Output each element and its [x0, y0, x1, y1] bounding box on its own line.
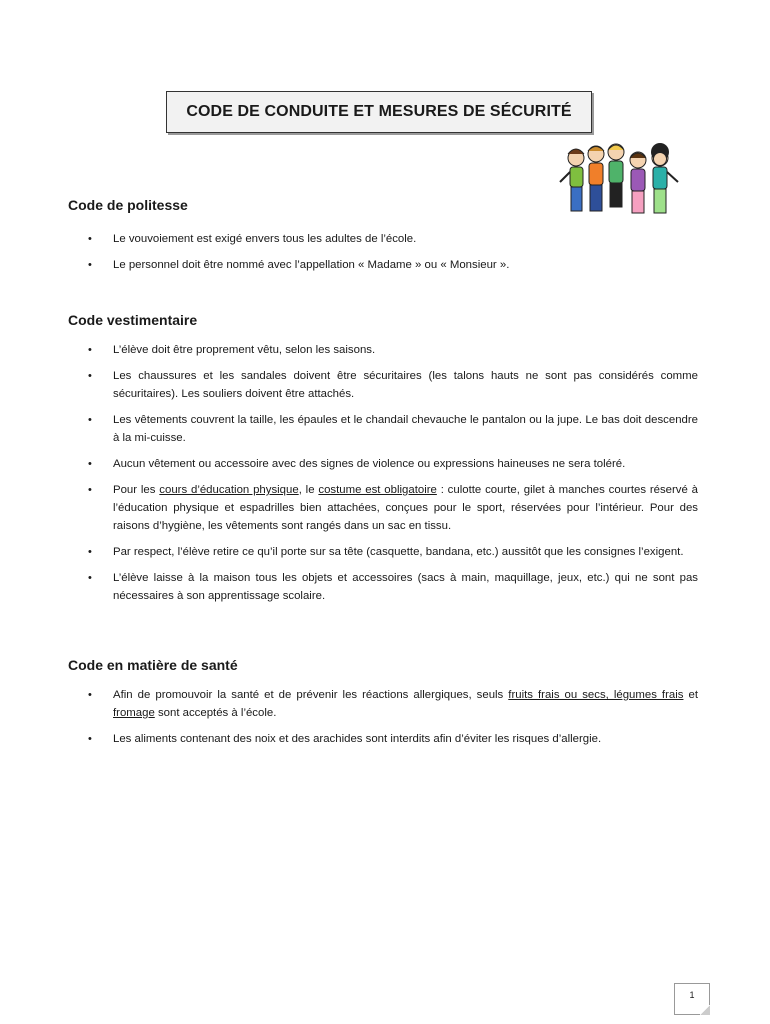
section-code-vestimentaire — [68, 312, 698, 613]
underlined-text: fromage — [113, 707, 155, 719]
text-run: , le — [298, 484, 319, 496]
underlined-text: fruits frais ou secs, légumes frais — [508, 689, 684, 701]
text-run: : culotte courte, gilet à manches courtes réservé à l’éducation physique et espadrilles bien attachées, conçues pour le sport, réservées pour l’intérieur. Pour des raisons d’hygiène, les vêtements sont rangés dans un sac en tissu. — [113, 484, 699, 532]
list-item — [68, 686, 698, 722]
section-heading: Code en matière de santé — [68, 657, 238, 673]
list-item: • Le personnel doit être nommé avec l’appellation « Madame » ou « Monsieur ». — [68, 256, 698, 274]
text-run: Pour les — [113, 484, 160, 496]
list-item: • L’élève doit être proprement vêtu, selon les saisons. — [68, 341, 698, 359]
bullet-list — [68, 686, 698, 748]
list-item: • Les aliments contenant des noix et des arachides sont interdits afin d’éviter les risques d’allergie. — [68, 730, 698, 748]
list-item: • Les chaussures et les sandales doivent être sécuritaires (les talons hauts ne sont pas considérés comme sécuritaires). Les souliers doivent être attachés. — [68, 367, 698, 403]
list-item — [68, 481, 698, 535]
list-item: • Par respect, l’élève retire ce qu’il porte sur sa tête (casquette, bandana, etc.) aussitôt que les consignes l’exigent. — [68, 543, 698, 561]
underlined-text: cours d’éducation physique — [159, 484, 299, 496]
text-run: sont acceptés à l’école. — [154, 707, 277, 719]
underlined-text: costume est obligatoire — [318, 484, 437, 496]
section-code-de-politesse — [68, 197, 698, 282]
list-item: • L’élève laisse à la maison tous les objets et accessoires (sacs à main, maquillage, jeux, etc.) qui ne sont pas nécessaires à son apprentissage scolaire. — [68, 569, 698, 605]
section-code-en-matiere-de-sante — [68, 657, 698, 756]
text-run: et — [683, 689, 698, 701]
list-item: • Le vouvoiement est exigé envers tous les adultes de l’école. — [68, 230, 698, 248]
list-item: • Les vêtements couvrent la taille, les épaules et le chandail chevauche le pantalon ou la jupe. Le bas doit descendre à la mi-cuisse. — [68, 411, 698, 447]
text-run: Afin de promouvoir la santé et de prévenir les réactions allergiques, seuls — [113, 689, 509, 701]
page-number: 1 — [674, 983, 710, 1015]
section-heading: Code vestimentaire — [68, 312, 198, 328]
document-title: CODE DE CONDUITE ET MESURES DE SÉCURITÉ — [166, 91, 592, 133]
section-heading: Code de politesse — [68, 197, 188, 213]
bullet-list — [68, 230, 698, 274]
bullet-list — [68, 341, 698, 605]
list-item: • Aucun vêtement ou accessoire avec des signes de violence ou expressions haineuses ne sera toléré. — [68, 455, 698, 473]
